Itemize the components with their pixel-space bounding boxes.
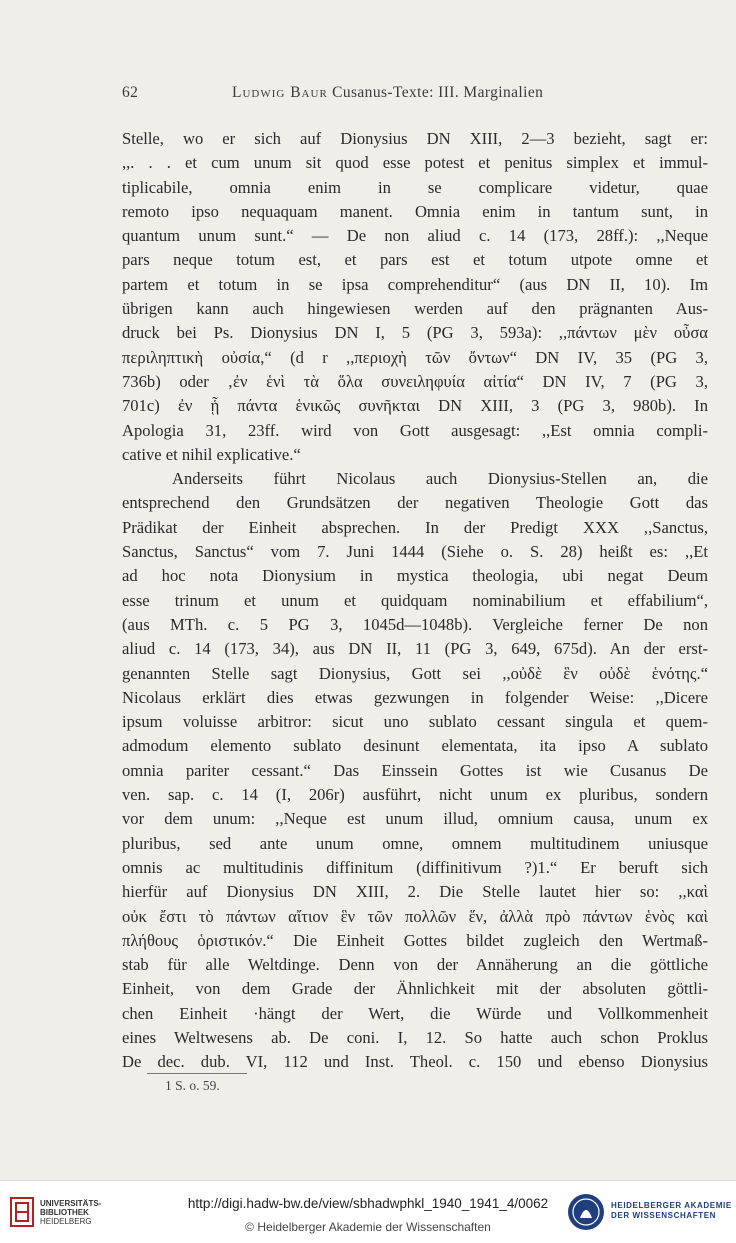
text-line: Sanctus, Sanctus“ vom 7. Juni 1444 (Siehe o. S. 28) heißt es: ,,Et: [122, 542, 708, 562]
text-line: ven. sap. c. 14 (I, 206r) ausführt, nicht unum ex pluribus, sondern: [122, 785, 708, 805]
university-library-name: UNIVERSITÄTS- BIBLIOTHEK HEIDELBERG: [40, 1199, 102, 1226]
text-line: 736b) oder ‚ἐν ἑνὶ τὰ ὅλα συνειληφυία αἰτία“ DN IV, 7 (PG 3,: [122, 371, 708, 391]
text-line: πλήθους ὁριστικόν.“ Die Einheit Gottes bildet zugleich den Wertmaß-: [122, 930, 708, 950]
text-line: pluribus, sed ante unum omne, omnem multitudinem uniusque: [122, 833, 708, 853]
text-line: pars neque totum est, et pars est et totum utpote omne et: [122, 250, 708, 270]
text-line: aliud c. 14 (173, 34), aus DN II, 11 (PG 3, 649, 675d). An der erst-: [122, 639, 708, 659]
text-line: quantum unum sunt.“ — De non aliud c. 14 (173, 28ff.): ,,Neque: [122, 226, 708, 246]
text-line: Nicolaus erklärt dies etwas gezwungen in folgender Weise: ,,Dicere: [122, 687, 708, 707]
running-header: [122, 84, 614, 104]
text-line: περιληπτικὴ οὐσία,“ (d r ,,περιοχὴ τῶν ὄντων“ DN IV, 35 (PG 3,: [122, 347, 708, 367]
footnote: 1 S. o. 59.: [165, 1078, 220, 1093]
text-line: tiplicabile, omnia enim in se complicare videtur, quae: [122, 177, 708, 197]
text-line: 701c) ἐν ᾗ πάντα ἑνικῶς συνῆκται DN XIII, 3 (PG 3, 980b). In: [122, 396, 708, 416]
text-line: übrigen kann auch hingewiesen werden auf den prägnanten Aus-: [122, 299, 708, 319]
text-line: chen Einheit ·hängt der Wert, die Würde und Vollkommenheit: [122, 1003, 708, 1023]
header-author: Ludwig Baur: [232, 84, 328, 101]
text-line: entsprechend den Grundsätzen der negativen Theologie Gott das: [122, 493, 708, 513]
header-title: [232, 84, 543, 102]
footnote-rule: [147, 1073, 247, 1074]
text-line: cative et nihil explicative.“: [122, 444, 301, 464]
text-line: remoto ipso nequaquam manent. Omnia enim in tantum sunt, in: [122, 201, 708, 221]
header-section-title: Cusanus-Texte: III. Marginalien: [332, 84, 544, 101]
text-line: ipsum voluisse arbitror: sicut uno sublato cessant singula et quem-: [122, 712, 708, 732]
page-number: 62: [122, 84, 139, 101]
text-line: De dec. dub. VI, 112 und Inst. Theol. c. 150 und ebenso Dionysius: [122, 1052, 708, 1072]
text-line: Einheit, von dem Grade der Ähnlichkeit mit der absoluten göttli-: [122, 979, 708, 999]
text-line: stab für alle Weltdinge. Denn von der Annäherung an die göttliche: [122, 955, 708, 975]
text-line: admodum elemento sublato desinunt elementata, ita ipso A sublato: [122, 736, 708, 756]
text-line: omnis ac multitudinis diffinitum (diffinitivum ?)1.“ Er beruft sich: [122, 857, 708, 877]
text-line: esse trinum et unum et quidquam nominabilium et effabilium“,: [122, 590, 708, 610]
text-line: ,,. . . et cum unum sit quod esse potest et penitus simplex et immul-: [122, 153, 708, 173]
text-line: druck bei Ps. Dionysius DN I, 5 (PG 3, 593a): ,,πάντων μὲν οὖσα: [122, 323, 708, 343]
text-line: omnia pariter cessant.“ Das Einssein Gottes ist wie Cusanus De: [122, 760, 708, 780]
text-line: Anderseits führt Nicolaus auch Dionysius-Stellen an, die: [172, 469, 708, 489]
text-line: vor dem unum: ,,Neque est unum illud, omnium causa, unum ex: [122, 809, 708, 829]
text-line: Prädikat der Einheit absprechen. In der Predigt XXX ,,Sanctus,: [122, 517, 708, 537]
text-line: hierfür auf Dionysius DN XIII, 2. Die Stelle lautet hier so: ,,καὶ: [122, 882, 708, 902]
text-line: (aus MTh. c. 5 PG 3, 1045d—1048b). Vergleiche ferner De non: [122, 614, 708, 634]
academy-seal-icon: [566, 1192, 606, 1232]
text-line: οὐκ ἔστι τὸ πάντων αἴτιον ἓν τῶν πολλῶν ἕν, ἀλλὰ πρὸ πάντων ἑνὸς καὶ: [122, 906, 708, 926]
text-line: Stelle, wo er sich auf Dionysius DN XIII, 2—3 bezieht, sagt er:: [122, 129, 708, 148]
text-line: Apologia 31, 23ff. wird von Gott ausgesagt: ,,Est omnia compli-: [122, 420, 708, 440]
copyright-notice: © Heidelberger Akademie der Wissenschaften: [245, 1220, 491, 1234]
body-text: [122, 127, 708, 1075]
document-url-link[interactable]: http://digi.hadw-bw.de/view/sbhadwphkl_1940_1941_4/0062: [187, 1196, 549, 1211]
viewer-footer: [0, 1180, 736, 1243]
text-line: ad hoc nota Dionysium in mystica theologia, ubi negat Deum: [122, 566, 708, 586]
academy-name: HEIDELBERGER AKADEMIE DER WISSENSCHAFTEN: [611, 1201, 732, 1220]
text-line: genannten Stelle sagt Dionysius, Gott sei ,,οὐδὲ ἓν οὐδὲ ἑνότης.“: [122, 663, 708, 683]
text-line: eines Weltwesens ab. De coni. I, 12. So hatte auch schon Proklus: [122, 1027, 708, 1047]
text-line: partem et totum in se ipsa comprehenditur“ (aus DN II, 10). Im: [122, 274, 708, 294]
